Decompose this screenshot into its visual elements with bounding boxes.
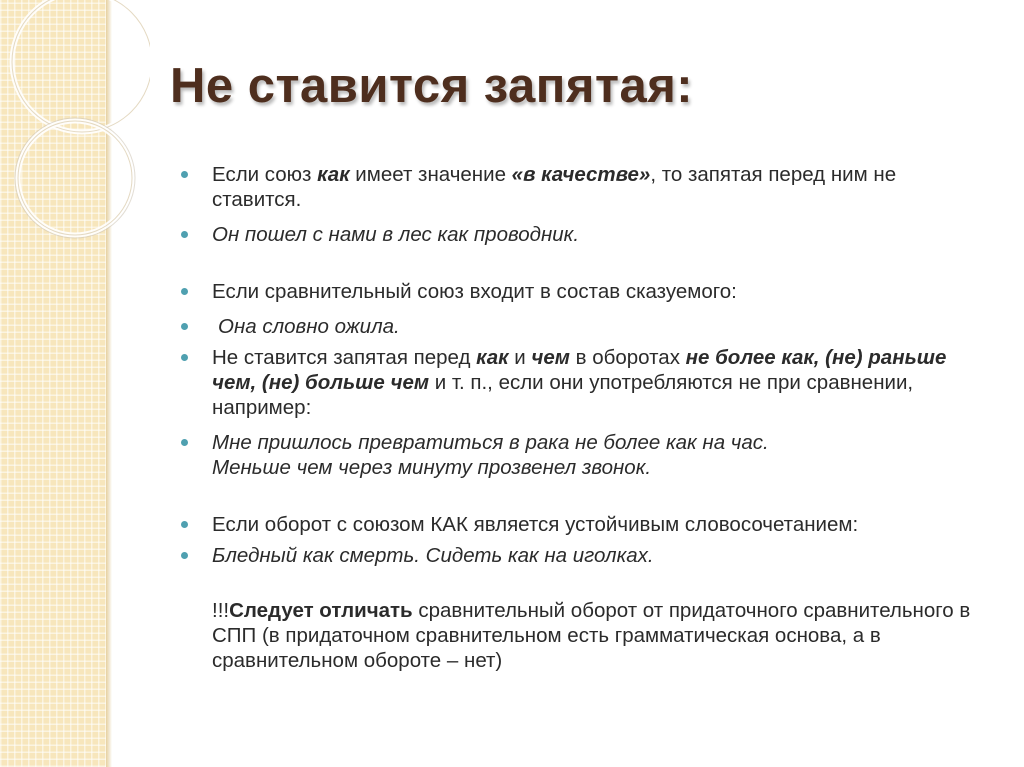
example-text: Он пошел с нами в лес как проводник. bbox=[212, 223, 580, 246]
bullet-dot-icon bbox=[181, 439, 188, 446]
list-item bbox=[178, 222, 988, 247]
bullet-list bbox=[178, 162, 988, 673]
list-item bbox=[178, 345, 988, 420]
list-item bbox=[178, 279, 988, 304]
list-item bbox=[178, 162, 988, 212]
bullet-dot-icon bbox=[181, 552, 188, 559]
slide-title: Не ставится запятая: bbox=[170, 59, 694, 113]
bullet-dot-icon bbox=[181, 521, 188, 528]
example-text: Бледный как смерть. Сидеть как на иголках. bbox=[212, 544, 654, 567]
list-item bbox=[178, 543, 988, 568]
list-item bbox=[178, 314, 988, 339]
item-text: Если союз как имеет значение «в качестве», то запятая перед ним не ставится. bbox=[212, 163, 897, 211]
item-text: Если оборот с союзом КАК является устойчивым словосочетанием: bbox=[212, 513, 859, 536]
list-item bbox=[178, 512, 988, 537]
decorative-rings-icon bbox=[0, 0, 150, 260]
bullet-dot-icon bbox=[181, 231, 188, 238]
bullet-dot-icon bbox=[181, 354, 188, 361]
item-text: Не ставится запятая перед как и чем в оборотах не более как, (не) раньше чем, (не) больше чем и т. п., если они употребляются не при сравнении, например: bbox=[212, 346, 947, 419]
bullet-dot-icon bbox=[181, 171, 188, 178]
bullet-dot-icon bbox=[181, 323, 188, 330]
bullet-dot-icon bbox=[181, 288, 188, 295]
item-text: Если сравнительный союз входит в состав сказуемого: bbox=[212, 280, 737, 303]
item-text: !!!Следует отличать сравнительный оборот от придаточного сравнительного в СПП (в придаточном сравнительном есть грамматическая основа, а в сравнительном обороте – нет) bbox=[212, 599, 971, 672]
example-text: Мне пришлось превратиться в рака не более как на час. Меньше чем через минуту прозвенел звонок. bbox=[212, 431, 769, 479]
example-text: Она словно ожила. bbox=[218, 315, 400, 338]
list-item bbox=[178, 430, 988, 480]
list-item bbox=[178, 598, 988, 673]
